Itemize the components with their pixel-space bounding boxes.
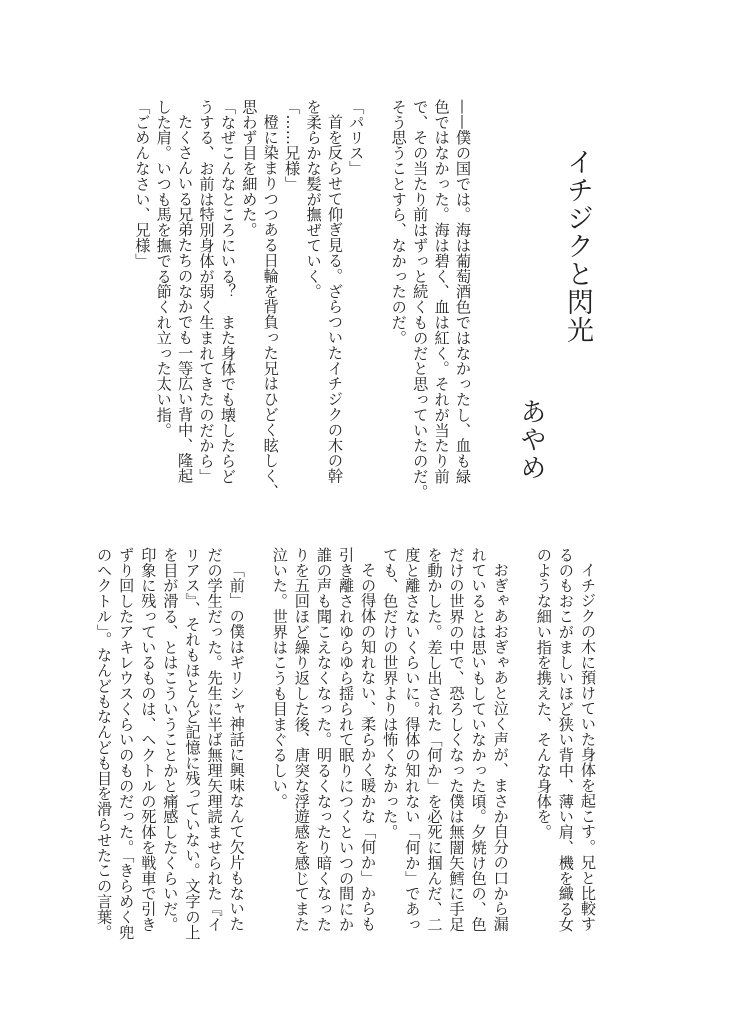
text-line: 印象に残っているものは、ヘクトルの死体を戦車で引き: [139, 547, 158, 932]
text-line: 泣いた。世界はこうも目まぐるしい。: [270, 547, 289, 809]
text-line: 「ごめんなさい、兄様」: [133, 99, 152, 269]
text-line: 誰の声も聞こえなくなった。明るくなったり暗くなった: [314, 547, 333, 932]
text-line: うする、お前は特別身体が弱く生まれてきたのだから」: [197, 99, 216, 484]
text-block-top: [131, 99, 473, 500]
text-line: した肩。いつも馬を撫でる節くれ立った太い指。: [154, 99, 173, 438]
text-line: 「前」の僕はギリシャ神話に興味なんて欠片もないた: [227, 562, 246, 932]
text-line: だけの世界の中で、恐ろしくなった僕は無闇矢鱈に手足: [447, 547, 466, 932]
author-name: あやめ: [516, 398, 546, 482]
text-line: ——僕の国では。海は葡萄酒色ではなかったし、血も緑: [454, 99, 472, 484]
text-line: おぎゃあおぎゃあと泣く声が、まさか自分の口から漏: [491, 562, 510, 932]
text-line: イチジクの木に預けていた身体を起こす。兄と比較す: [579, 562, 597, 932]
blank-line: [512, 547, 533, 927]
text-line: ずり回したアキレウスくらいのものだった。「きらめく兜: [117, 547, 136, 940]
text-line: その得体の知れない、柔らかく暖かな「何か」からも: [359, 562, 378, 932]
story-title: イチジクと閃光: [562, 148, 593, 344]
text-line: ても、色だけの世界よりは怖くなかった。: [381, 547, 400, 840]
text-line: のヘクトル」。なんどもなんども目を滑らせたこの言葉。: [95, 547, 114, 940]
blank-line: [366, 99, 387, 479]
text-line: りを五回ほど繰り返した後、唐突な浮遊感を感じてまた: [292, 547, 311, 932]
text-line: るのもおこがましいほど狭い背中、薄い肩、機を織る女: [556, 547, 575, 932]
text-line: リアス』、それもほとんど記憶に残っていない。文字の上: [183, 547, 202, 940]
blank-line: [248, 547, 269, 927]
text-line: 「なぜこんなところにいる？ また身体でも壊したらど: [218, 99, 237, 484]
text-line: 思わず目を細めた。: [240, 99, 259, 238]
text-line: そう思うことすら、なかったのだ。: [389, 99, 408, 346]
text-line: 度と離さないくらいに。得体の知れない「何か」であっ: [403, 547, 422, 932]
text-line: を動かした。差し出された「何か」を必死に掴んだ、二: [425, 547, 444, 932]
text-line: 「パリス」: [347, 99, 366, 176]
text-line: 首を反らせて仰ぎ見る。ざらついたイチジクの木の幹: [325, 114, 344, 484]
text-line: のような細い指を携えた、そんな身体を。: [534, 547, 553, 840]
text-line: 「……兄様」: [283, 99, 302, 192]
text-line: だの学生だった。先生に半ば無理矢理読ませられた『イ: [205, 547, 224, 932]
text-line: れているとは思いもしていなかった頃。夕焼け色の、色: [469, 547, 488, 932]
text-line: で、その当たり前はずっと続くものだと思っていたのだ。: [411, 99, 430, 500]
text-line: 色ではなかった。海は碧く、血は紅く。それが当たり前: [432, 99, 451, 484]
text-line: たくさんいる兄弟たちのなかでも一等広い背中、隆起: [176, 114, 195, 484]
text-line: 橙に染まりつつある日輪を背負った兄はひどく眩しく、: [261, 114, 280, 500]
text-line: を目が滑る、とはこういうことかと痛感したくらいだ。: [161, 547, 180, 932]
text-line: 引き離されゆらゆら揺られて眠りにつくといつの間にか: [337, 547, 356, 932]
text-line: を柔らかな髪が撫ぜていく。: [304, 99, 323, 300]
text-block-bottom: [93, 547, 599, 940]
